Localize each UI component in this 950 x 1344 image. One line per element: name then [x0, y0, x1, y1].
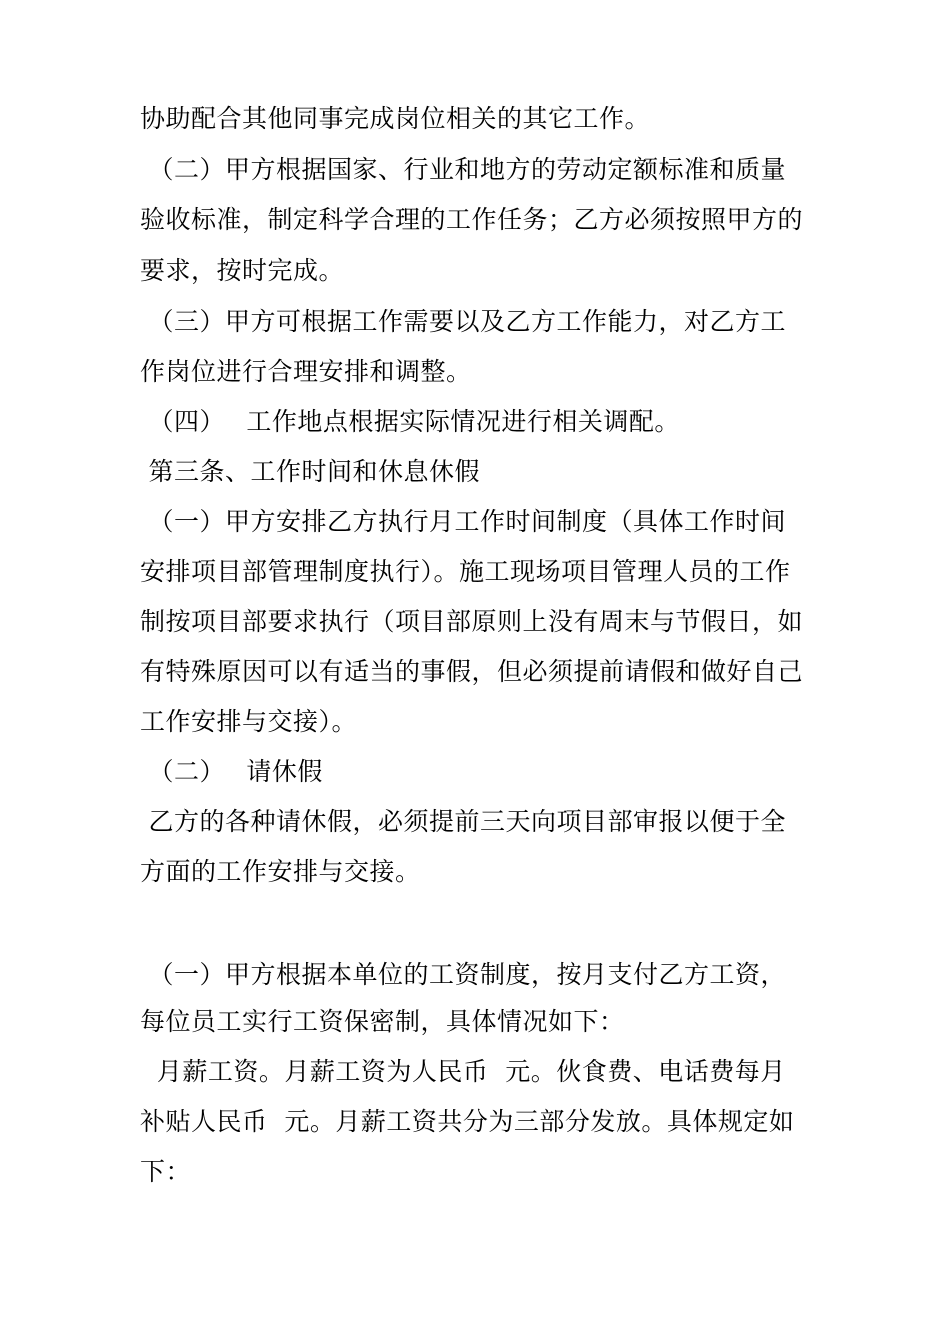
text-line: 补贴人民币 元。月薪工资共分为三部分发放。具体规定如 [140, 1107, 795, 1136]
text-line: 作岗位进行合理安排和调整。 [140, 357, 472, 386]
text-line: 协助配合其他同事完成岗位相关的其它工作。 [140, 104, 651, 133]
text-line: （三）甲方可根据工作需要以及乙方工作能力，对乙方工 [140, 307, 786, 336]
text-line: 下： [140, 1157, 192, 1186]
section-heading: 第三条、工作时间和休息休假 [140, 457, 480, 486]
text-line: 制按项目部要求执行（项目部原则上没有周末与节假日，如 [140, 607, 804, 636]
text-line: 月薪工资。月薪工资为人民币 元。伙食费、电话费每月 [140, 1057, 786, 1086]
text-line: 工作安排与交接）。 [140, 707, 358, 736]
text-line: 要求，按时完成。 [140, 256, 345, 285]
text-line: 验收标准，制定科学合理的工作任务；乙方必须按照甲方的 [140, 205, 804, 234]
text-line: （二） 请休假 [140, 757, 323, 786]
text-line: （一）甲方安排乙方执行月工作时间制度（具体工作时间 [140, 507, 786, 536]
text-line: （二）甲方根据国家、行业和地方的劳动定额标准和质量 [140, 155, 786, 184]
text-line: 每位员工实行工资保密制，具体情况如下： [140, 1007, 625, 1036]
text-line: （四） 工作地点根据实际情况进行相关调配。 [140, 407, 680, 436]
text-line: （一）甲方根据本单位的工资制度，按月支付乙方工资， [140, 960, 786, 989]
text-line: 有特殊原因可以有适当的事假，但必须提前请假和做好自己 [140, 657, 804, 686]
text-line: 乙方的各种请休假，必须提前三天向项目部审报以便于全 [140, 807, 786, 836]
text-line: 安排项目部管理制度执行）。施工现场项目管理人员的工作 [140, 557, 791, 586]
text-line: 方面的工作安排与交接。 [140, 857, 421, 886]
